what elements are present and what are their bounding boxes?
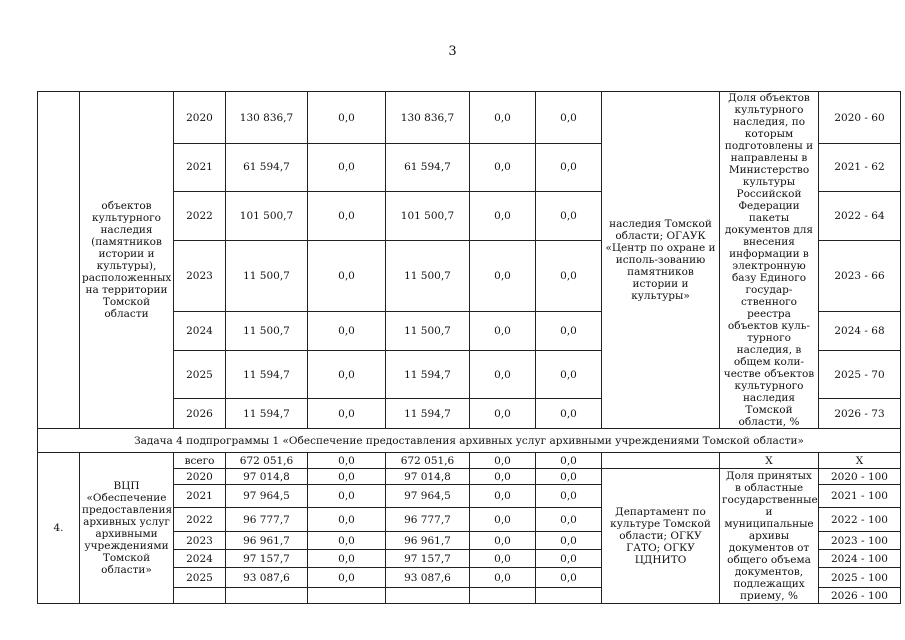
year-cell: 2020 bbox=[174, 469, 226, 485]
ob-cell: 61 594,7 bbox=[386, 144, 470, 192]
num-cell: 4. bbox=[38, 453, 80, 604]
ob-cell: 96 961,7 bbox=[386, 532, 470, 550]
fb-cell bbox=[308, 588, 386, 604]
fb-cell: 0,0 bbox=[308, 508, 386, 532]
vb-cell: 0,0 bbox=[536, 485, 602, 508]
event-name-cell: объектов культурного наследия (памятников истории и культуры), расположенных на территории Томской области bbox=[80, 92, 174, 429]
fb-cell: 0,0 bbox=[308, 568, 386, 588]
mb-cell bbox=[470, 588, 536, 604]
total-cell: 61 594,7 bbox=[226, 144, 308, 192]
vb-cell: 0,0 bbox=[536, 351, 602, 399]
mb-cell: 0,0 bbox=[470, 532, 536, 550]
year-cell: 2024 bbox=[174, 312, 226, 351]
vb-cell bbox=[536, 588, 602, 604]
mb-cell: 0,0 bbox=[470, 550, 536, 568]
page-number: 3 bbox=[448, 44, 457, 59]
total-cell: 97 014,8 bbox=[226, 469, 308, 485]
mb-cell: 0,0 bbox=[470, 351, 536, 399]
total-cell: 96 961,7 bbox=[226, 532, 308, 550]
total-cell: 11 594,7 bbox=[226, 351, 308, 399]
total-cell: 96 777,7 bbox=[226, 508, 308, 532]
fb-cell: 0,0 bbox=[308, 469, 386, 485]
ob-cell: 101 500,7 bbox=[386, 191, 470, 240]
event-name-cell: ВЦП «Обеспечение предоставления архивных услуг архивными учреждениями Томской области» bbox=[80, 453, 174, 604]
fb-cell: 0,0 bbox=[308, 92, 386, 144]
target-cell: 2026 - 73 bbox=[819, 399, 901, 429]
ob-cell: 11 594,7 bbox=[386, 351, 470, 399]
fb-cell: 0,0 bbox=[308, 485, 386, 508]
ob-cell: 672 051,6 bbox=[386, 453, 470, 469]
year-cell: 2024 bbox=[174, 550, 226, 568]
vb-cell: 0,0 bbox=[536, 240, 602, 311]
year-cell: 2021 bbox=[174, 485, 226, 508]
fb-cell: 0,0 bbox=[308, 550, 386, 568]
table-row bbox=[38, 92, 901, 144]
vb-cell: 0,0 bbox=[536, 92, 602, 144]
task-heading: Задача 4 подпрограммы 1 «Обеспечение предоставления архивных услуг архивными учреждениями Томской области» bbox=[38, 429, 901, 453]
target-cell: 2020 - 60 bbox=[819, 92, 901, 144]
target-x-cell: Х bbox=[819, 453, 901, 469]
target-cell: 2022 - 64 bbox=[819, 191, 901, 240]
target-cell: 2025 - 100 bbox=[819, 568, 901, 588]
mb-cell: 0,0 bbox=[470, 469, 536, 485]
ob-cell: 97 964,5 bbox=[386, 485, 470, 508]
mb-cell: 0,0 bbox=[470, 508, 536, 532]
target-cell: 2023 - 100 bbox=[819, 532, 901, 550]
target-cell: 2021 - 100 bbox=[819, 485, 901, 508]
total-cell: 11 594,7 bbox=[226, 399, 308, 429]
year-cell bbox=[174, 588, 226, 604]
vb-cell: 0,0 bbox=[536, 453, 602, 469]
total-cell: 101 500,7 bbox=[226, 191, 308, 240]
target-cell: 2026 - 100 bbox=[819, 588, 901, 604]
mb-cell: 0,0 bbox=[470, 453, 536, 469]
vb-cell: 0,0 bbox=[536, 144, 602, 192]
target-cell: 2024 - 100 bbox=[819, 550, 901, 568]
target-cell: 2023 - 66 bbox=[819, 240, 901, 311]
target-cell: 2025 - 70 bbox=[819, 351, 901, 399]
year-cell: 2021 bbox=[174, 144, 226, 192]
fb-cell: 0,0 bbox=[308, 351, 386, 399]
executor-cell-blank bbox=[602, 453, 720, 469]
mb-cell: 0,0 bbox=[470, 568, 536, 588]
ob-cell: 96 777,7 bbox=[386, 508, 470, 532]
ob-cell: 130 836,7 bbox=[386, 92, 470, 144]
mb-cell: 0,0 bbox=[470, 485, 536, 508]
mb-cell: 0,0 bbox=[470, 144, 536, 192]
vb-cell: 0,0 bbox=[536, 469, 602, 485]
year-cell: 2023 bbox=[174, 532, 226, 550]
mb-cell: 0,0 bbox=[470, 312, 536, 351]
ob-cell: 97 014,8 bbox=[386, 469, 470, 485]
mb-cell: 0,0 bbox=[470, 92, 536, 144]
fb-cell: 0,0 bbox=[308, 144, 386, 192]
vb-cell: 0,0 bbox=[536, 568, 602, 588]
ob-cell: 93 087,6 bbox=[386, 568, 470, 588]
ob-cell: 11 594,7 bbox=[386, 399, 470, 429]
vb-cell: 0,0 bbox=[536, 312, 602, 351]
target-cell: 2022 - 100 bbox=[819, 508, 901, 532]
mb-cell: 0,0 bbox=[470, 191, 536, 240]
year-cell: 2026 bbox=[174, 399, 226, 429]
total-cell bbox=[226, 588, 308, 604]
vb-cell: 0,0 bbox=[536, 508, 602, 532]
executor-cell: наследия Томской области; ОГАУК «Центр по охране и исполь-зованию памятников истории и культуры» bbox=[602, 92, 720, 429]
task-row bbox=[38, 429, 901, 453]
ob-cell: 97 157,7 bbox=[386, 550, 470, 568]
target-cell: 2021 - 62 bbox=[819, 144, 901, 192]
fb-cell: 0,0 bbox=[308, 191, 386, 240]
total-cell: 11 500,7 bbox=[226, 312, 308, 351]
year-cell: 2025 bbox=[174, 351, 226, 399]
executor-cell: Департамент по культуре Томской области; ОГКУ ГАТО; ОГКУ ЦДНИТО bbox=[602, 469, 720, 604]
fb-cell: 0,0 bbox=[308, 399, 386, 429]
total-cell: 93 087,6 bbox=[226, 568, 308, 588]
num-cell bbox=[38, 92, 80, 429]
year-cell: 2022 bbox=[174, 508, 226, 532]
fb-cell: 0,0 bbox=[308, 453, 386, 469]
ob-cell: 11 500,7 bbox=[386, 312, 470, 351]
ob-cell bbox=[386, 588, 470, 604]
vb-cell: 0,0 bbox=[536, 191, 602, 240]
vb-cell: 0,0 bbox=[536, 399, 602, 429]
year-cell: 2020 bbox=[174, 92, 226, 144]
total-cell: 130 836,7 bbox=[226, 92, 308, 144]
total-cell: 11 500,7 bbox=[226, 240, 308, 311]
fb-cell: 0,0 bbox=[308, 312, 386, 351]
year-cell: 2022 bbox=[174, 191, 226, 240]
ob-cell: 11 500,7 bbox=[386, 240, 470, 311]
vb-cell: 0,0 bbox=[536, 532, 602, 550]
program-table bbox=[37, 91, 901, 604]
fb-cell: 0,0 bbox=[308, 240, 386, 311]
indicator-cell: Доля объектов культурного наследия, по которым подготовлены и направлены в Министерство культуры Российской Федерации пакеты документов для внесения информации в электронную базу Единого государ-ственного реестра объектов куль-турного наследия, в общем коли-честве объектов культурного наследия Томской области, % bbox=[720, 92, 819, 429]
total-cell: 97 157,7 bbox=[226, 550, 308, 568]
target-cell: 2024 - 68 bbox=[819, 312, 901, 351]
mb-cell: 0,0 bbox=[470, 240, 536, 311]
indicator-cell: Доля принятых в областные государственные и муниципальные архивы документов от общего объема документов, подлежащих приему, % bbox=[720, 469, 819, 604]
fb-cell: 0,0 bbox=[308, 532, 386, 550]
year-cell: всего bbox=[174, 453, 226, 469]
table-row bbox=[38, 453, 901, 469]
vb-cell: 0,0 bbox=[536, 550, 602, 568]
target-cell: 2020 - 100 bbox=[819, 469, 901, 485]
mb-cell: 0,0 bbox=[470, 399, 536, 429]
year-cell: 2023 bbox=[174, 240, 226, 311]
indicator-x-cell: Х bbox=[720, 453, 819, 469]
year-cell: 2025 bbox=[174, 568, 226, 588]
total-cell: 672 051,6 bbox=[226, 453, 308, 469]
total-cell: 97 964,5 bbox=[226, 485, 308, 508]
